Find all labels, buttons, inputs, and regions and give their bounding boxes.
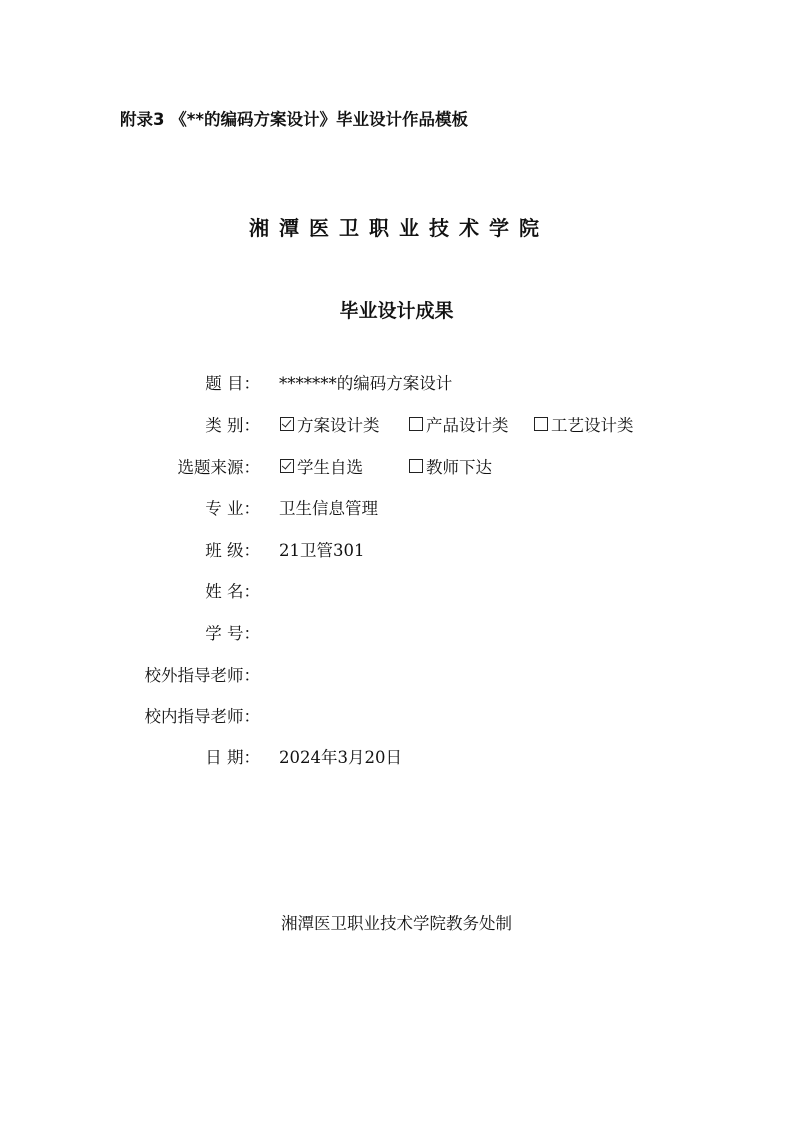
form-row-class xyxy=(0,537,793,561)
appendix-title: 附录3 《**的编码方案设计》毕业设计作品模板 xyxy=(120,110,468,129)
form-row-student-id xyxy=(0,620,793,644)
major-value: 卫生信息管理 xyxy=(279,499,378,518)
source-label: 选题来源： xyxy=(177,458,260,477)
college-name: 湘潭医卫职业技术学院 xyxy=(249,216,549,240)
form-row-category xyxy=(0,412,793,436)
category-option-label: 方案设计类 xyxy=(297,416,380,435)
document-title: 毕业设计成果 xyxy=(339,300,454,322)
category-option-label: 产品设计类 xyxy=(426,416,509,435)
checkbox-checked-icon[interactable] xyxy=(280,417,294,431)
category-option-process[interactable] xyxy=(534,412,634,436)
form-row-name xyxy=(0,578,793,602)
date-value: 2024年3月20日 xyxy=(279,748,402,767)
source-option-student[interactable] xyxy=(280,454,363,478)
category-label: 类 别： xyxy=(205,416,260,435)
form-row-external-advisor xyxy=(0,662,793,686)
student-id-label: 学 号： xyxy=(205,624,260,643)
form-row-major xyxy=(0,495,793,519)
checkbox-empty-icon[interactable] xyxy=(409,459,423,473)
footer-issuer: 湘潭医卫职业技术学院教务处制 xyxy=(281,914,512,933)
class-value: 21卫管301 xyxy=(279,541,365,560)
checkbox-empty-icon[interactable] xyxy=(534,417,548,431)
source-option-label: 教师下达 xyxy=(426,458,492,477)
checkbox-empty-icon[interactable] xyxy=(409,417,423,431)
source-option-label: 学生自选 xyxy=(297,458,363,477)
internal-advisor-label: 校内指导老师： xyxy=(144,707,260,726)
name-label: 姓 名： xyxy=(205,582,260,601)
topic-value: *******的编码方案设计 xyxy=(279,374,453,393)
topic-label: 题 目： xyxy=(205,374,260,393)
class-label: 班 级： xyxy=(205,541,260,560)
category-option-scheme[interactable] xyxy=(280,412,380,436)
external-advisor-label: 校外指导老师： xyxy=(144,666,260,685)
source-option-teacher[interactable] xyxy=(409,454,492,478)
category-option-product[interactable] xyxy=(409,412,509,436)
form-row-source xyxy=(0,454,793,478)
date-label: 日 期： xyxy=(205,748,260,767)
category-option-label: 工艺设计类 xyxy=(551,416,634,435)
form-row-internal-advisor xyxy=(0,703,793,727)
checkbox-checked-icon[interactable] xyxy=(280,459,294,473)
major-label: 专 业： xyxy=(205,499,260,518)
form-row-topic xyxy=(0,370,793,394)
form-row-date xyxy=(0,744,793,768)
